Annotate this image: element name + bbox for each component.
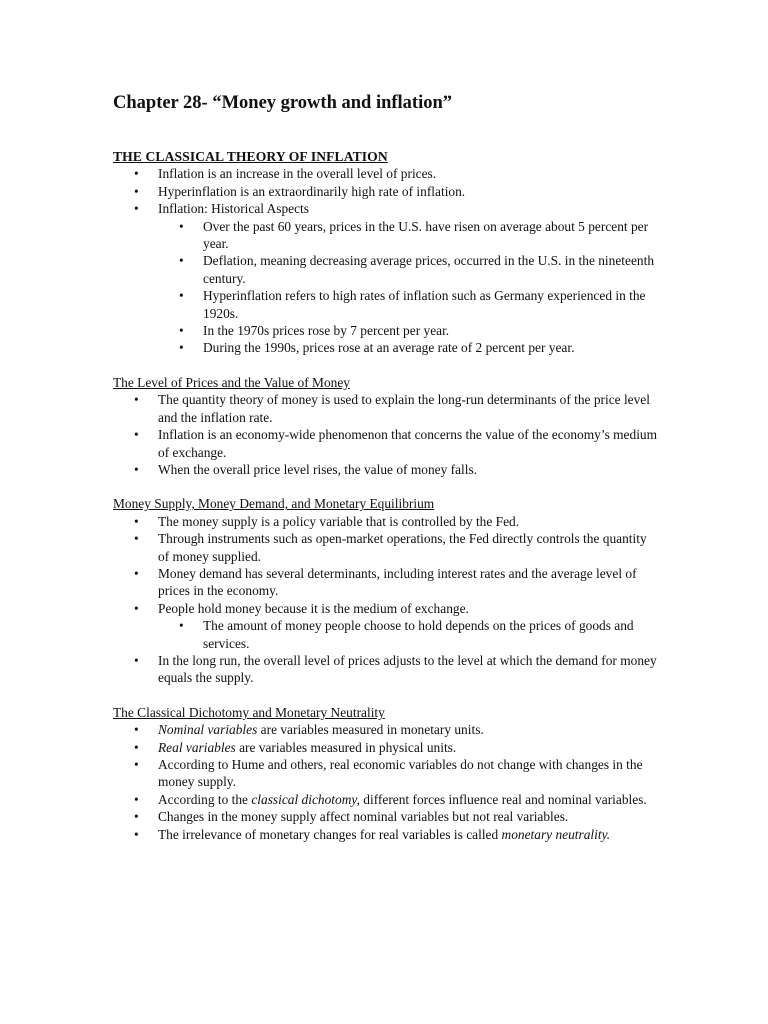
- list-item: • According to Hume and others, real economic variables do not change with changes in the money supply.: [158, 756, 658, 791]
- sub-bullet-list: [158, 218, 658, 357]
- chapter-title: Chapter 28- “Money growth and inflation”: [113, 93, 453, 113]
- italic-term: classical dichotomy,: [251, 791, 360, 807]
- list-item: • Hyperinflation is an extraordinarily high rate of inflation.: [158, 183, 658, 200]
- list-item: • In the long run, the overall level of prices adjusts to the level at which the demand for money equals the supply.: [158, 652, 658, 687]
- sub-list-item: • The amount of money people choose to hold depends on the prices of goods and services.: [203, 617, 658, 652]
- list-item: [158, 791, 658, 808]
- list-item: • The money supply is a policy variable that is controlled by the Fed.: [158, 513, 658, 530]
- sub-list-item: • During the 1990s, prices rose at an average rate of 2 percent per year.: [203, 339, 658, 356]
- list-item: • Changes in the money supply affect nominal variables but not real variables.: [158, 808, 658, 825]
- list-item: [158, 200, 658, 357]
- section-heading: The Level of Prices and the Value of Money: [113, 374, 350, 390]
- list-item: [158, 826, 658, 843]
- bullet-list: [113, 513, 658, 687]
- list-item: • When the overall price level rises, the value of money falls.: [158, 461, 658, 478]
- bullet-list: [113, 165, 658, 356]
- list-item-text: People hold money because it is the medium of exchange.: [158, 600, 469, 616]
- list-item: [158, 600, 658, 652]
- sub-list-item: • In the 1970s prices rose by 7 percent per year.: [203, 322, 658, 339]
- section-money-supply-demand: [113, 495, 658, 686]
- section-heading: THE CLASSICAL THEORY OF INFLATION: [113, 149, 388, 164]
- list-item: • Inflation is an increase in the overall level of prices.: [158, 165, 658, 182]
- list-item: • The quantity theory of money is used to explain the long-run determinants of the price level and the inflation rate.: [158, 391, 658, 426]
- bullet-list: [113, 721, 658, 843]
- list-item-text: are variables measured in monetary units.: [257, 722, 484, 738]
- list-item: [158, 721, 658, 738]
- section-heading: The Classical Dichotomy and Monetary Neutrality: [113, 704, 385, 720]
- section-level-of-prices: [113, 374, 658, 478]
- italic-term: monetary neutrality.: [501, 826, 611, 842]
- sub-list-item: • Deflation, meaning decreasing average prices, occurred in the U.S. in the nineteenth century.: [203, 252, 658, 287]
- section-classical-dichotomy: [113, 704, 658, 843]
- sub-list-item: • Hyperinflation refers to high rates of inflation such as Germany experienced in the 1920s.: [203, 287, 658, 322]
- list-item: • Money demand has several determinants, including interest rates and the average level of prices in the economy.: [158, 565, 658, 600]
- list-item-text: different forces influence real and nominal variables.: [359, 791, 647, 807]
- italic-term: Real variables: [158, 739, 236, 755]
- list-item-text: The irrelevance of monetary changes for real variables is called: [158, 826, 502, 842]
- sub-bullet-list: [158, 617, 658, 652]
- list-item: • Inflation is an economy-wide phenomenon that concerns the value of the economy’s medium of exchange.: [158, 426, 658, 461]
- list-item: [158, 739, 658, 756]
- italic-term: Nominal variables: [158, 722, 258, 738]
- section-heading: Money Supply, Money Demand, and Monetary Equilibrium: [113, 496, 435, 512]
- list-item-text: According to the: [158, 791, 252, 807]
- list-item-text: Inflation: Historical Aspects: [158, 201, 309, 217]
- list-item: • Through instruments such as open-market operations, the Fed directly controls the quantity of money supplied.: [158, 530, 658, 565]
- sub-list-item: • Over the past 60 years, prices in the U.S. have risen on average about 5 percent per year.: [203, 218, 658, 253]
- section-classical-theory: [113, 148, 658, 357]
- list-item-text: are variables measured in physical units.: [235, 739, 457, 755]
- document-body: [113, 148, 658, 860]
- bullet-list: [113, 391, 658, 478]
